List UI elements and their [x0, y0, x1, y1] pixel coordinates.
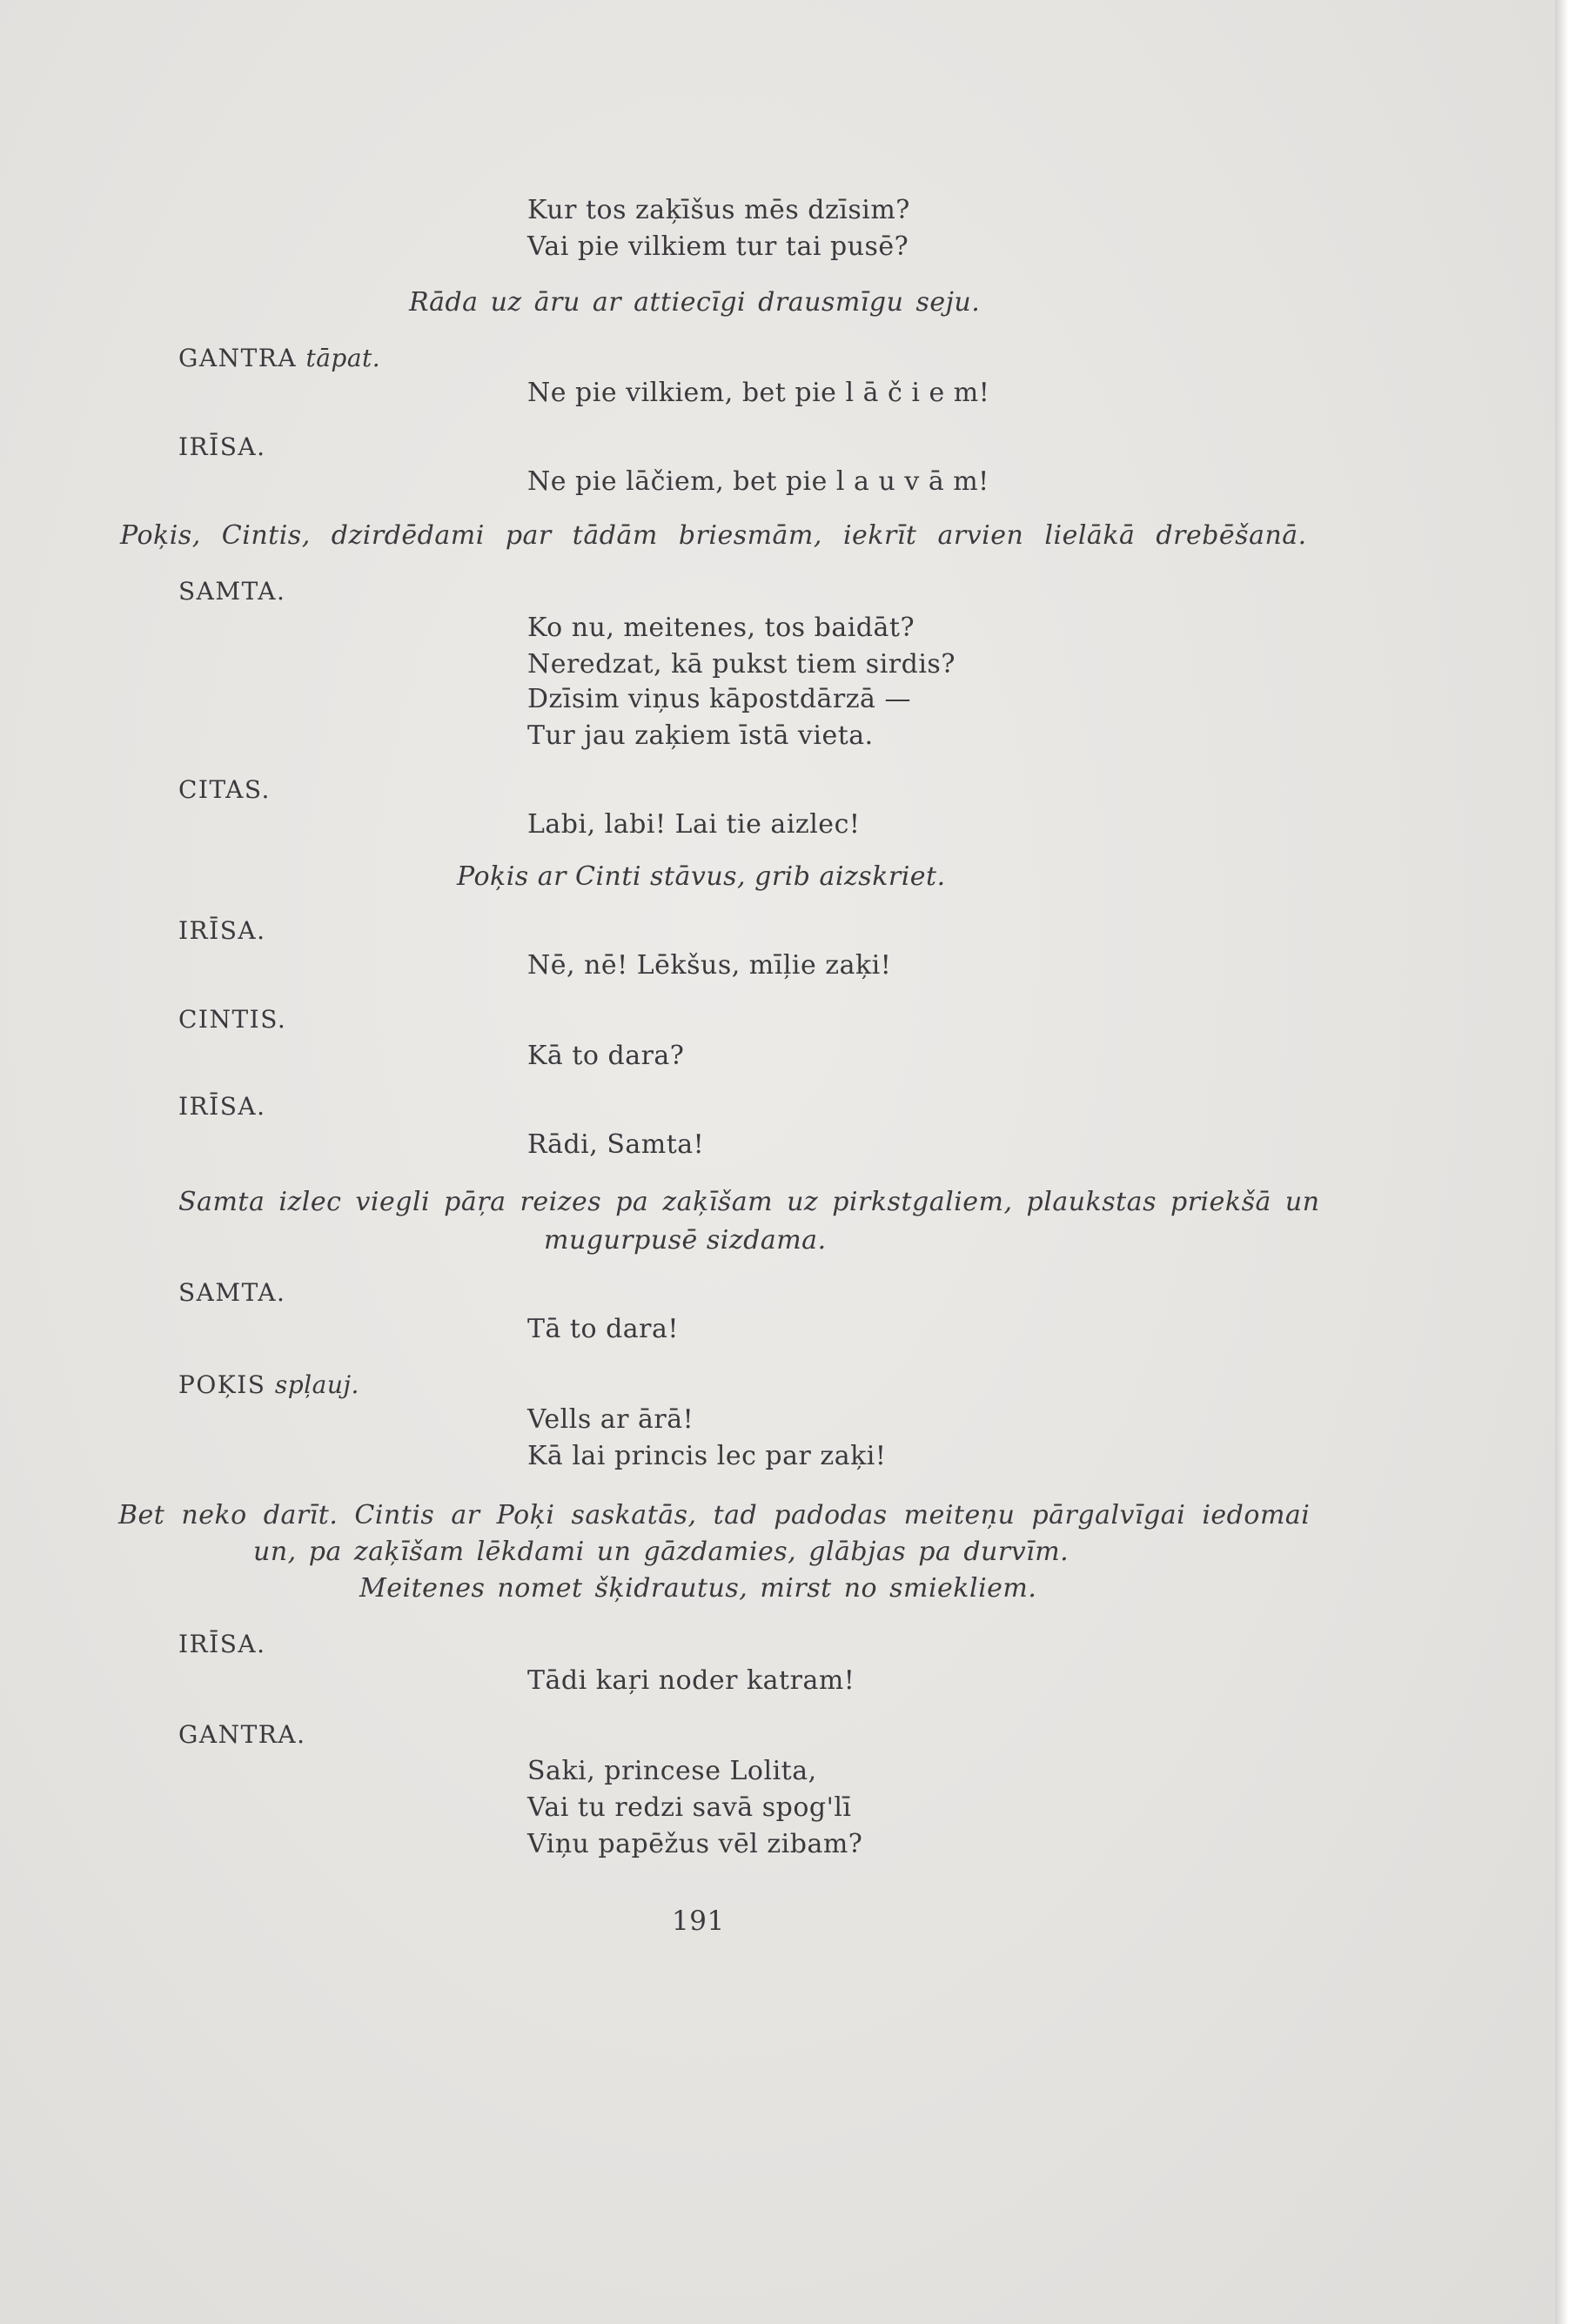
speaker-name: POĶIS	[178, 1370, 266, 1399]
verse-line: Viņu papēžus vēl zibam?	[527, 1829, 863, 1859]
speaker-samta: SAMTA.	[178, 577, 286, 606]
verse-line: Rādi, Samta!	[527, 1129, 705, 1160]
stage-direction: Poķis ar Cinti stāvus, grib aizskriet.	[457, 861, 946, 892]
verse-line: Dzīsim viņus kāpostdārzā —	[527, 684, 911, 714]
speaker-gantra: GANTRA.	[178, 1720, 306, 1749]
verse-line: Ko nu, meitenes, tos baidāt?	[527, 613, 915, 643]
stage-direction: Meitenes nomet šķidrautus, mirst no smiekliem.	[359, 1573, 1037, 1604]
verse-line: Tur jau zaķiem īstā vieta.	[527, 720, 874, 751]
verse-line: Ne pie vilkiem, bet pie l ā č i e m!	[527, 378, 990, 408]
verse-line: Ne pie lāčiem, bet pie l a u v ā m!	[527, 466, 989, 497]
speaker-irisa: IRĪSA.	[178, 1092, 266, 1121]
stage-direction: mugurpusē sizdama.	[544, 1225, 827, 1256]
verse-line: Kā lai princis lec par zaķi!	[527, 1441, 887, 1471]
stage-direction: Rāda uz āru ar attiecīgi drausmīgu seju.	[409, 287, 981, 318]
speaker-gantra	[178, 343, 380, 374]
speaker-citas: CITAS.	[178, 775, 271, 804]
speaker-irisa: IRĪSA.	[178, 1630, 266, 1658]
verse-line: Nē, nē! Lēkšus, mīļie zaķi!	[527, 950, 892, 981]
speaker-direction: spļauj.	[274, 1370, 359, 1399]
page-edge	[1555, 0, 1569, 2324]
verse-line: Kur tos zaķīšus mēs dzīsim?	[527, 195, 910, 225]
verse-line: Vai pie vilkiem tur tai pusē?	[527, 231, 909, 262]
verse-line: Tā to dara!	[527, 1314, 679, 1344]
stage-direction: Bet neko darīt. Cintis ar Poķi saskatās, tad padodas meiteņu pārgalvīgai iedomai	[118, 1500, 1311, 1530]
speaker-cintis: CINTIS.	[178, 1005, 287, 1034]
verse-line: Labi, labi! Lai tie aizlec!	[527, 809, 861, 840]
verse-line: Vells ar ārā!	[527, 1404, 694, 1435]
speaker-samta: SAMTA.	[178, 1278, 286, 1307]
verse-line: Tādi kaŗi noder katram!	[527, 1665, 855, 1696]
speaker-pokis	[178, 1370, 359, 1401]
verse-line: Saki, princese Lolita,	[527, 1756, 817, 1786]
page-number: 191	[672, 1905, 725, 1937]
stage-direction: Samta izlec viegli pāŗa reizes pa zaķīšam uz pirkstgaliem, plaukstas priekšā un	[178, 1187, 1320, 1217]
verse-line: Vai tu redzi savā spog'lī	[527, 1792, 852, 1823]
verse-line: Neredzat, kā pukst tiem sirdis?	[527, 649, 955, 680]
speaker-name: GANTRA	[178, 344, 298, 372]
speaker-direction: tāpat.	[305, 344, 381, 372]
stage-direction: un, pa zaķīšam lēkdami un gāzdamies, glābjas pa durvīm.	[253, 1537, 1069, 1567]
speaker-irisa: IRĪSA.	[178, 916, 266, 945]
verse-line: Kā to dara?	[527, 1041, 685, 1071]
stage-direction: Poķis, Cintis, dzirdēdami par tādām briesmām, iekrīt arvien lielākā drebēšanā.	[120, 520, 1307, 551]
speaker-irisa: IRĪSA.	[178, 432, 266, 461]
